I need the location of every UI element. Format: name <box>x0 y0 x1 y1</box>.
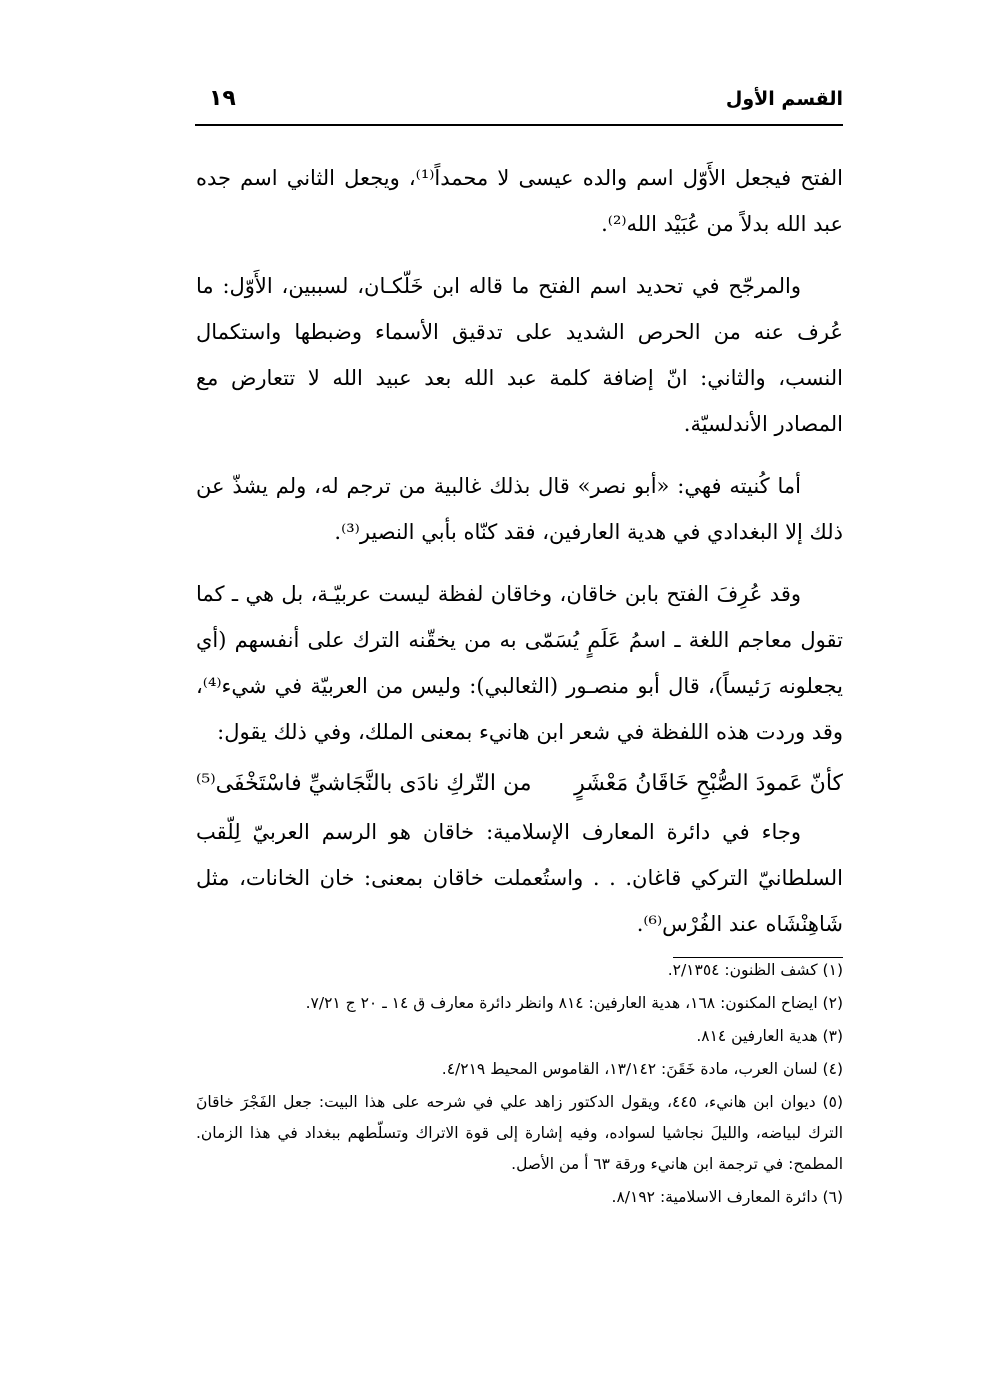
footnotes <box>196 947 843 1213</box>
footnote-4: (٤) لسان العرب، مادة خَقَنَ: ١٣/١٤٢، القاموس المحيط ٤/٢١٩. <box>441 1060 843 1078</box>
footnote-separator <box>673 957 843 958</box>
footnote-1: (١) كشف الظنون: ٢/١٣٥٤. <box>667 961 843 979</box>
footnote-3: (٣) هدية العارفين ٨١٤. <box>696 1027 843 1045</box>
poem-verse <box>196 759 843 809</box>
section-title: القسم الأول <box>725 88 843 110</box>
paragraph-3: أما كُنيته فهي: «أبو نصر» قال بذلك غالبية من ترجم له، ولم يشذّ عن ذلك إلا البغدادي في هدية العارفين، فقد كنّاه بأبي النصير⁽³⁾. <box>196 474 843 544</box>
page-number: ١٩ <box>209 86 236 111</box>
paragraph-2: والمرجّح في تحديد اسم الفتح ما قاله ابن خَلّكـان، لسببين، الأَوّل: ما عُرف عنه من الحرص الشديد على تدقيق الأسماء وضبطها واستكمال النسب، والثاني: انّ إضافة كلمة عبد الله بعد عبيد الله لا تتعارض مع المصادر الأندلسيّة. <box>196 274 843 436</box>
footnote-2: (٢) ايضاح المكنون: ١٦٨، هدية العارفين: ٨١٤ وانظر دائرة معارف ق ١٤ ـ ٢٠ ج ٧/٢١. <box>305 994 843 1012</box>
verse-second-hemistich: من التّركِ نادَى بالنَّجَاشيِّ فاسْتَخْفَى⁽⁵⁾ <box>196 771 532 796</box>
header-rule <box>195 124 843 126</box>
page-body <box>196 155 843 1213</box>
footnote-6: (٦) دائرة المعارف الاسلامية: ٨/١٩٢. <box>611 1188 843 1206</box>
page-header <box>195 88 843 124</box>
paragraph-4: وقد عُرِفَ الفتح بابن خاقان، وخاقان لفظة ليست عربيّـة، بل هي ـ كما تقول معاجم اللغة ـ اسمُ عَلَمٍ يُسَمّى به من يخقّنه الترك على أنفسهم (أي يجعلونه رَئيساً)، قال أبو منصـور (الثعالبي): وليس من العربيّة في شيء⁽⁴⁾، وقد وردت هذه اللفظة في شعر ابن هانيء بمعنى الملك، وفي ذلك يقول: <box>196 582 843 744</box>
footnote-5: (٥) ديوان ابن هانيء، ٤٤٥، ويقول الدكتور زاهد علي في شرحه على هذا البيت: جعل الفَجْرَ خاقانَ الترك لبياضه، والليلَ نجاشيا لسواده، وفيه إشارة إلى قوة الاتراك وتسلّطهم ببغداد في هذا الزمان. المطمح: في ترجمة ابن هانيء ورقة ٦٣ أ من الأصل. <box>196 1093 843 1173</box>
paragraph-1: الفتح فيجعل الأَوّل اسم والده عيسى لا محمداً⁽¹⁾، ويجعل الثاني اسم جده عبد الله بدلاً من عُبَيْد الله⁽²⁾. <box>196 166 843 236</box>
paragraph-5: وجاء في دائرة المعارف الإسلامية: خاقان هو الرسم العربيّ لِلّقب السلطانيّ التركي قاغان. . . واستُعملت خاقان بمعنى: خان الخانات، مثل شَاهِنْشَاه عند الفُرْس⁽⁶⁾. <box>196 820 843 936</box>
verse-first-hemistich: كأنّ عَمودَ الصُّبْحِ خَاقَانُ مَعْشَرٍ <box>574 771 843 796</box>
